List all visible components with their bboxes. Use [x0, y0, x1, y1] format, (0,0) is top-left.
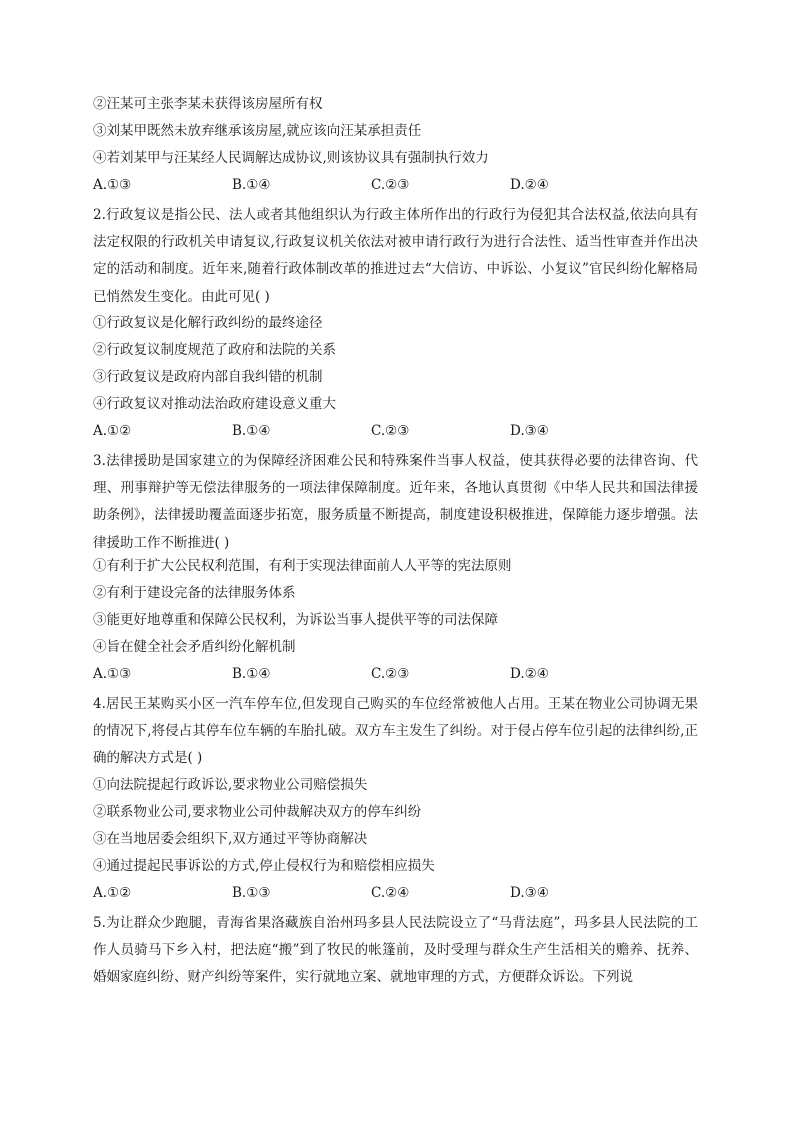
option-b[interactable]: B.①④ [232, 666, 271, 682]
option-d[interactable]: D.③④ [510, 423, 549, 439]
statement-4: ④旨在健全社会矛盾纠纷化解机制 [93, 639, 296, 655]
option-b[interactable]: B.①④ [232, 177, 271, 193]
statement-1: ①有利于扩大公民权利范围，有利于实现法律面前人人平等的宪法原则 [93, 558, 512, 574]
statement-1: ①向法院提起行政诉讼,要求物业公司赔偿损失 [93, 777, 368, 793]
question-3-stem: 3.法律援助是国家建立的为保障经济困难公民和特殊案件当事人权益，使其获得必要的法律咨询、代理、刑事辩护等无偿法律服务的一项法律保障制度。近年来，各地认真贯彻《中华人民共和国法律援助条例》，法律援助覆盖面逐步拓宽，服务质量不断提高，制度建设积极推进，保障能力逐步增强。法律援助工作不断推进( ) [93, 453, 698, 551]
statement-3: ③行政复议是政府内部自我纠错的机制 [93, 369, 323, 385]
statement-3: ③刘某甲既然未放弃继承该房屋,就应该向汪某承担责任 [93, 123, 422, 139]
question-4-stem: 4.居民王某购买小区一汽车停车位,但发现自己购买的车位经常被他人占用。王某在物业公司协调无果的情况下,将侵占其停车位车辆的车胎扎破。双方车主发生了纠纷。对于侵占停车位引起的法律纠纷,正确的解决方式是( ) [93, 696, 698, 767]
statement-2: ②有利于建设完备的法律服务体系 [93, 585, 296, 601]
option-c[interactable]: C.②④ [371, 885, 410, 901]
option-a[interactable]: A.①② [93, 423, 132, 439]
option-a[interactable]: A.①② [93, 885, 132, 901]
option-c[interactable]: C.②③ [371, 666, 410, 682]
statement-1: ①行政复议是化解行政纠纷的最终途径 [93, 315, 323, 331]
statement-4: ④若刘某甲与汪某经人民调解达成协议,则该协议具有强制执行效力 [93, 150, 489, 166]
option-c[interactable]: C.②③ [371, 177, 410, 193]
statement-2: ②汪某可主张李某未获得该房屋所有权 [93, 96, 323, 112]
option-a[interactable]: A.①③ [93, 177, 132, 193]
statement-4: ④行政复议对推动法治政府建设意义重大 [93, 396, 336, 412]
question-5-stem: 5.为让群众少跑腿，青海省果洛藏族自治州玛多县人民法院设立了“马背法庭”，玛多县人民法院的工作人员骑马下乡入村，把法庭“搬”到了牧民的帐篷前，及时受理与群众生产生活相关的赡养、抚养、婚姻家庭纠纷、财产纠纷等案件，实行就地立案、就地审理的方式，方便群众诉讼。下列说 [93, 915, 698, 986]
statement-2: ②行政复议制度规范了政府和法院的关系 [93, 342, 336, 358]
option-d[interactable]: D.③④ [510, 885, 549, 901]
statement-3: ③在当地居委会组织下,双方通过平等协商解决 [93, 831, 368, 847]
option-d[interactable]: D.②④ [510, 666, 549, 682]
option-b[interactable]: B.①④ [232, 423, 271, 439]
option-d[interactable]: D.②④ [510, 177, 549, 193]
option-b[interactable]: B.①③ [232, 885, 271, 901]
statement-3: ③能更好地尊重和保障公民权利，为诉讼当事人提供平等的司法保障 [93, 612, 498, 628]
option-a[interactable]: A.①③ [93, 666, 132, 682]
statement-2: ②联系物业公司,要求物业公司仲裁解决双方的停车纠纷 [93, 804, 422, 820]
option-c[interactable]: C.②③ [371, 423, 410, 439]
question-2-stem: 2.行政复议是指公民、法人或者其他组织认为行政主体所作出的行政行为侵犯其合法权益,依法向具有法定权限的行政机关申请复议,行政复议机关依法对被申请行政行为进行合法性、适当性审查并作出决定的活动和制度。近年来,随着行政体制改革的推进过去“大信访、中诉讼、小复议”官民纠纷化解格局已悄然发生变化。由此可见( ) [93, 207, 698, 305]
statement-4: ④通过提起民事诉讼的方式,停止侵权行为和赔偿相应损失 [93, 858, 435, 874]
